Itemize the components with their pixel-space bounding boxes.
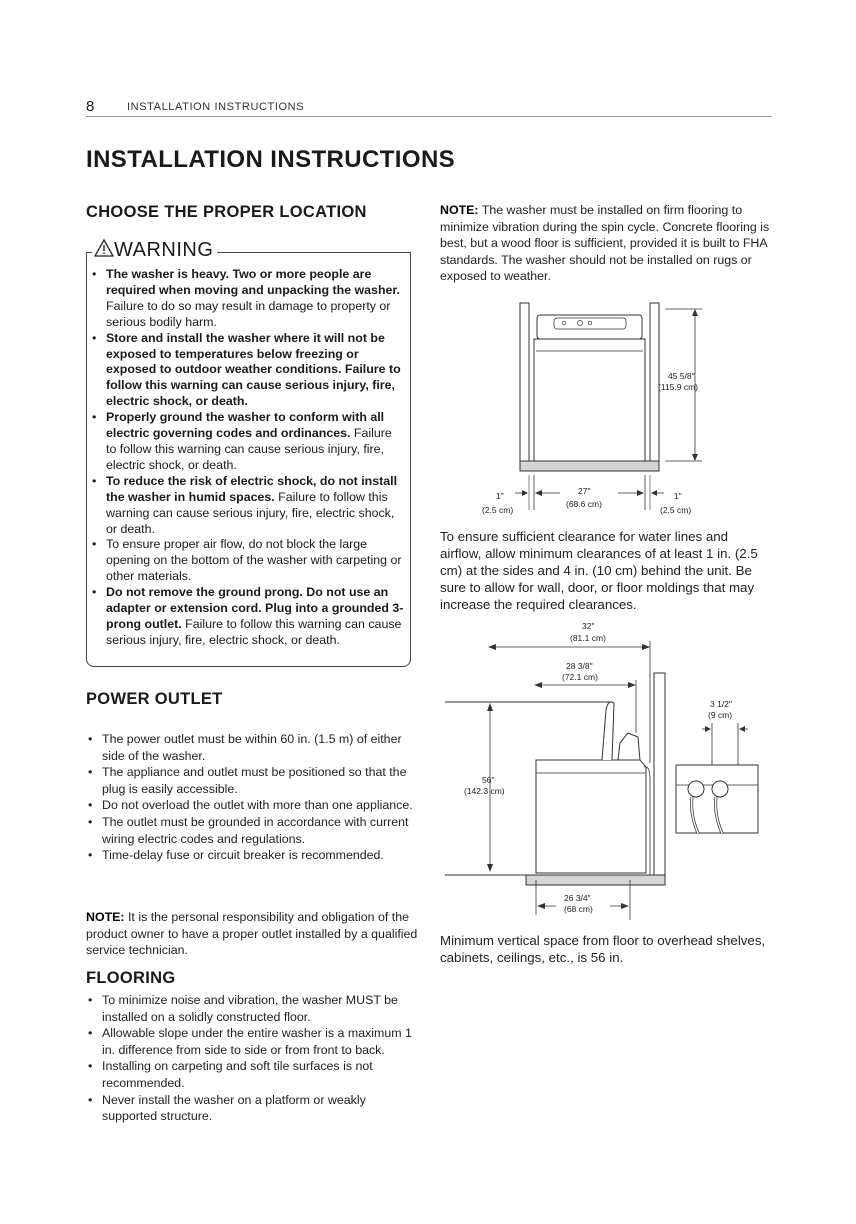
power-item: • The power outlet must be within 60 in. (1.5 m) of either side of the washer. [86,731,420,764]
flooring-heading: FLOORING [86,969,176,987]
width-label-cm: (68.6 cm) [566,499,602,509]
warning-item: • The washer is heavy. Two or more people are required when moving and unpacking the washer. Failure to do so may result in damage to property or serious bodily harm. [90,267,404,331]
side-left-label-in: 1" [496,491,504,501]
power-note-text: It is the personal responsibility and obligation of the product owner to have a proper outlet installed by a qualified service technician. [86,910,418,958]
depth-label-in: 28 3/8" [566,661,593,671]
vertical-space-paragraph: Minimum vertical space from floor to overhead shelves, cabinets, ceilings, etc., is 56 in. [440,933,766,965]
flooring-item: • Installing on carpeting and soft tile surfaces is not recommended. [86,1058,420,1091]
firm-flooring-note-label: NOTE: [440,203,479,217]
warning-item: • Properly ground the washer to conform with all electric governing codes and ordinances. Failure to follow this warning can cause serious injury, fire, electric shock, or death. [90,410,404,474]
power-item: • The outlet must be grounded in accordance with current wiring electric codes and regulations. [86,814,420,847]
height-label-in: 45 5/8" [668,371,695,381]
warning-item: • Store and install the washer where it will not be exposed to temperatures below freezing or exposed to outdoor weather conditions. Failure to follow this warning can cause serious injury, fire, electric shock, or death. [90,331,404,411]
warning-item: • Do not remove the ground prong. Do not use an adapter or extension cord. Plug into a grounded 3-prong outlet. Failure to follow this warning can cause serious injury, fire, electric shock, or death. [90,585,404,649]
open-label-cm: (81.1 cm) [570,633,606,643]
side-clearance-diagram [440,295,760,520]
power-item: • Do not overload the outlet with more than one appliance. [86,797,420,814]
firm-flooring-note-text: The washer must be installed on firm flooring to minimize vibration during the spin cycle. Concrete flooring is best, but a wood floor is sufficient, provided it is built to FHA standards. The washer should not be installed on rugs or exposed to weather. [440,203,770,284]
height-label-cm: (115.9 cm) [658,382,698,392]
page-title: INSTALLATION INSTRUCTIONS [86,146,456,173]
clearance-paragraph: To ensure sufficient clearance for water lines and airflow, allow minimum clearances of at least 1 in. (2.5 cm) at the sides and 4 in. (10 cm) behind the unit. Be sure to allow for wall, door, or floor moldings that may increase the required clearances. [440,529,758,612]
flooring-item: • Never install the washer on a platform or weakly supported structure. [86,1092,420,1125]
firm-flooring-note [440,202,773,285]
warning-item: • To ensure proper air flow, do not block the large opening on the bottom of the washer with carpeting or other materials. [90,537,404,585]
power-list [86,731,420,864]
location-heading: CHOOSE THE PROPER LOCATION [86,203,367,221]
base-label-in: 26 3/4" [564,893,591,903]
flooring-item: • Allowable slope under the entire washer is a maximum 1 in. difference from side to side or from front to back. [86,1025,420,1058]
warning-title-text: WARNING [114,239,214,261]
flooring-list [86,992,420,1125]
height2-label-cm: (142.3 cm) [464,786,505,796]
warning-title [92,239,215,263]
rear-label-in: 3 1/2" [710,699,732,709]
side-right-label-in: 1" [674,491,682,501]
vertical-clearance-diagram [440,615,770,930]
flooring-item: • To minimize noise and vibration, the washer MUST be installed on a solidly constructed floor. [86,992,420,1025]
power-item: • Time-delay fuse or circuit breaker is recommended. [86,847,420,864]
page-number: 8 [86,98,95,115]
open-label-in: 32" [582,621,595,631]
warning-item: • To reduce the risk of electric shock, do not install the washer in humid spaces. Failure to follow this warning can cause serious injury, fire, electric shock, or death. [90,474,404,538]
header-rule [86,116,772,117]
power-note-label: NOTE: [86,910,125,924]
width-label-in: 27" [578,486,591,496]
warning-triangle-icon [94,239,114,263]
power-heading: POWER OUTLET [86,690,223,708]
height2-label-in: 56" [482,775,495,785]
side-left-label-cm: (2.5 cm) [482,505,514,515]
header-section: INSTALLATION INSTRUCTIONS [127,101,305,113]
warning-rule-right [217,252,410,253]
power-item: • The appliance and outlet must be positioned so that the plug is easily accessible. [86,764,420,797]
side-right-label-cm: (2.5 cm) [660,505,692,515]
power-note [86,909,420,959]
base-label-cm: (68 cm) [564,904,593,914]
depth-label-cm: (72.1 cm) [562,672,598,682]
warning-list [90,267,404,649]
rear-label-cm: (9 cm) [708,710,733,720]
